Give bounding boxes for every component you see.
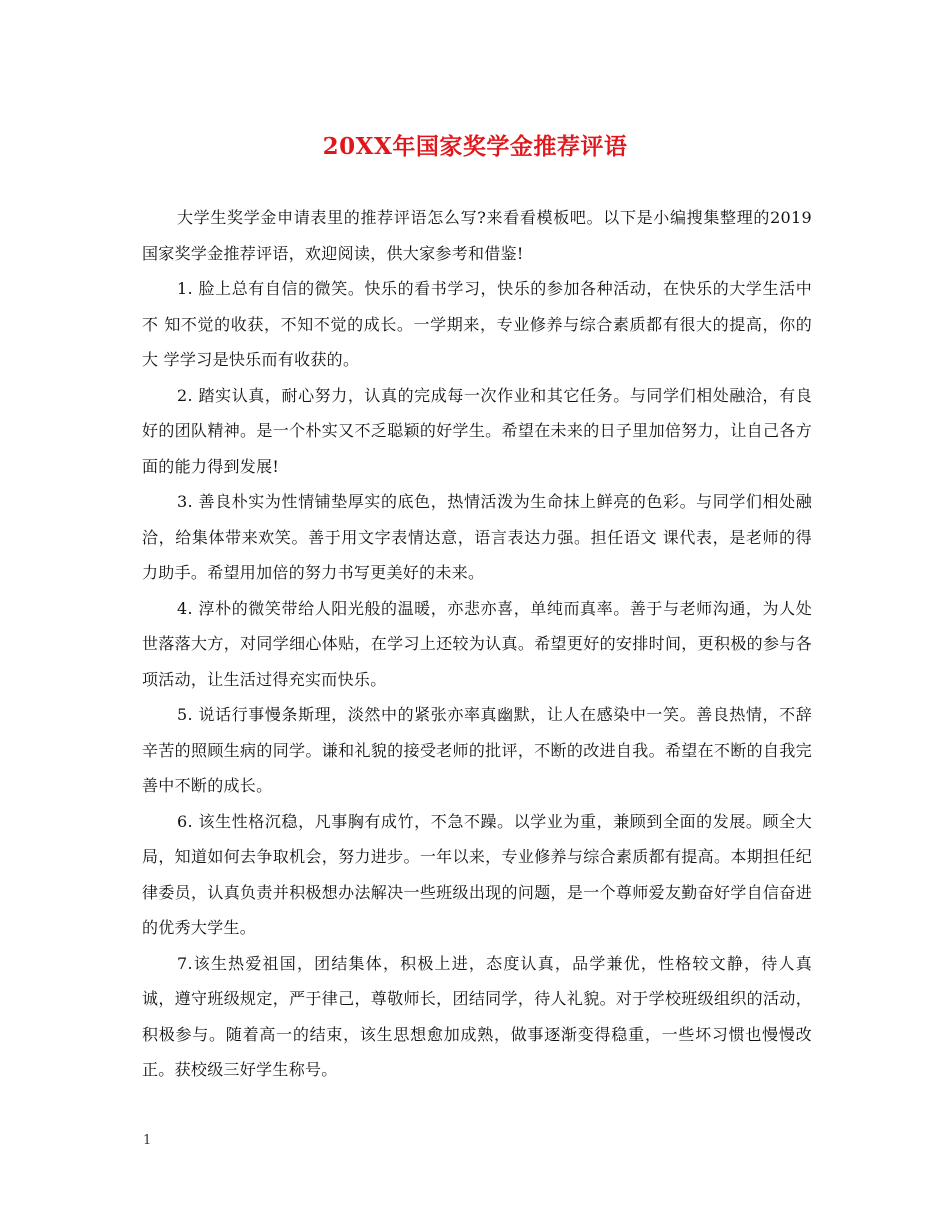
intro-paragraph: 大学生奖学金申请表里的推荐评语怎么写?来看看模板吧。以下是小编搜集整理的2019国家奖学金推荐评语，欢迎阅读，供大家参考和借鉴! [142,208,812,263]
page-number: 1 [143,1133,152,1148]
document-body [142,200,812,1088]
comment-paragraph-2: 2. 踏实认真，耐心努力，认真的完成每一次作业和其它任务。与同学们相处融洽，有良好的团队精神。是一个朴实又不乏聪颖的好学生。希望在未来的日子里加倍努力，让自己各方面的能力得到发展! [142,385,812,476]
comment-paragraph-7: 7.该生热爱祖国，团结集体，积极上进，态度认真，品学兼优，性格较文静，待人真诚，遵守班级规定，严于律己，尊敬师长，团结同学，待人礼貌。对于学校班级组织的活动，积极参与。随着高一的结束，该生思想愈加成熟，做事逐渐变得稳重，一些坏习惯也慢慢改正。获校级三好学生称号。 [142,953,812,1079]
comment-paragraph-6: 6. 该生性格沉稳，凡事胸有成竹，不急不躁。以学业为重，兼顾到全面的发展。顾全大局，知道如何去争取机会，努力进步。一年以来，专业修养与综合素质都有提高。本期担任纪律委员，认真负责并积极想办法解决一些班级出现的问题，是一个尊师爱友勤奋好学自信奋进的优秀大学生。 [142,811,812,937]
comment-paragraph-4: 4. 淳朴的微笑带给人阳光般的温暖，亦悲亦喜，单纯而真率。善于与老师沟通，为人处世落落大方，对同学细心体贴，在学习上还较为认真。希望更好的安排时间，更积极的参与各项活动，让生活过得充实而快乐。 [142,598,812,689]
comment-paragraph-5: 5. 说话行事慢条斯理，淡然中的紧张亦率真幽默，让人在感染中一笑。善良热情，不辞辛苦的照顾生病的同学。谦和礼貌的接受老师的批评，不断的改进自我。希望在不断的自我完善中不断的成长。 [142,705,812,795]
comment-paragraph-3: 3. 善良朴实为性情铺垫厚实的底色，热情活泼为生命抹上鲜亮的色彩。与同学们相处融洽，给集体带来欢笑。善于用文字表情达意，语言表达力强。担任语文 课代表，是老师的得力助手。希望用加倍的努力书写更美好的未来。 [142,492,812,582]
comment-paragraph-1: 1. 脸上总有自信的微笑。快乐的看书学习，快乐的参加各种活动，在快乐的大学生活中不 知不觉的收获，不知不觉的成长。一学期来，专业修养与综合素质都有很大的提高，你的大 学学习是快乐而有收获的。 [142,279,812,369]
document-title: 20XX年国家奖学金推荐评语 [322,133,628,160]
